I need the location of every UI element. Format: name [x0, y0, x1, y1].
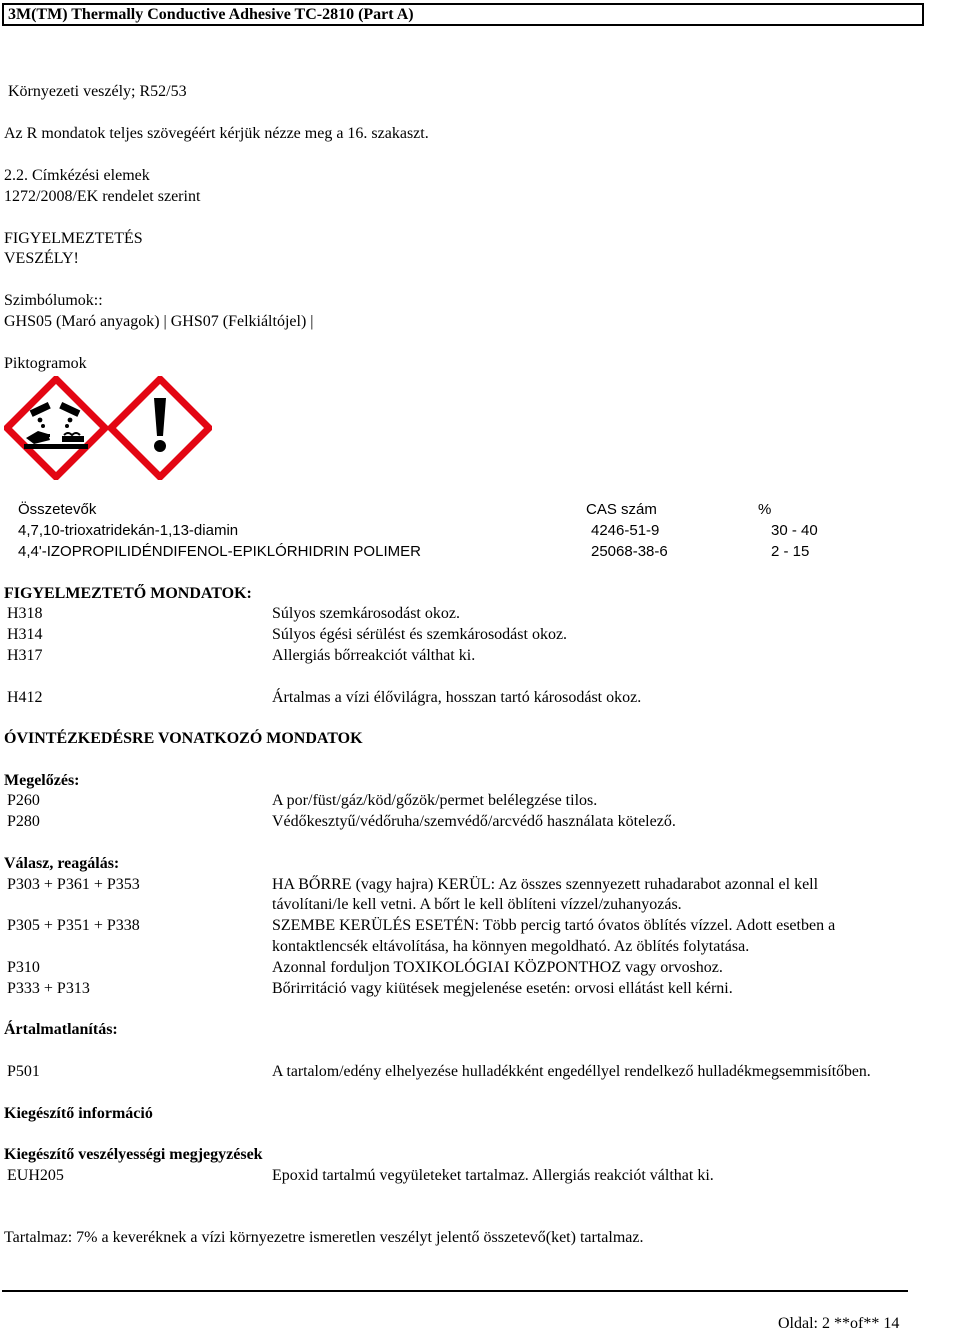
hazard-code: H314: [7, 626, 43, 643]
response-label: Válasz, reagálás:: [4, 855, 120, 872]
precaution-text: A por/füst/gáz/köd/gőzök/permet belélegzése tilos.: [272, 792, 598, 809]
hazard-text: Ártalmas a vízi élővilágra, hosszan tartó károsodást okoz.: [272, 689, 642, 706]
corrosion-icon: [4, 376, 108, 480]
footer-divider: [2, 1290, 908, 1292]
symbols-value: GHS05 (Maró anyagok) | GHS07 (Felkiáltójel) |: [4, 313, 314, 330]
precaution-text: A tartalom/edény elhelyezése hulladékként engedéllyel rendelkező hulladékmegsemmisítőben.: [272, 1063, 871, 1080]
prevention-label: Megelőzés:: [4, 772, 80, 789]
labelling-regulation: 1272/2008/EK rendelet szerint: [4, 188, 201, 205]
ingredient-name: 4,4'-IZOPROPILIDÉNDIFENOL-EPIKLÓRHIDRIN POLIMER: [18, 543, 421, 560]
precaution-text: Bőrirritáció vagy kiütések megjelenése esetén: orvosi ellátást kell kérni.: [272, 980, 733, 997]
hazard-code: H318: [7, 605, 43, 622]
hazard-code: H412: [7, 689, 43, 706]
supplemental-text: Epoxid tartalmú vegyületeket tartalmaz. Allergiás reakciót válthat ki.: [272, 1167, 714, 1184]
ingredient-cas: 25068-38-6: [591, 543, 668, 560]
supplemental-hazard-title: Kiegészítő veszélyességi megjegyzések: [4, 1146, 263, 1163]
precaution-code: P303 + P361 + P353: [7, 876, 140, 893]
ingredient-cas: 4246-51-9: [591, 522, 660, 539]
ingredient-name: 4,7,10-trioxatridekán-1,13-diamin: [18, 522, 239, 539]
hazard-text: Súlyos égési sérülést és szemkárosodást okoz.: [272, 626, 568, 643]
ingredient-percent: 2 - 15: [771, 543, 810, 560]
hazard-statements-title: FIGYELMEZTETŐ MONDATOK:: [4, 585, 252, 602]
pictograms-label: Piktogramok: [4, 355, 87, 372]
supplemental-info-title: Kiegészítő információ: [4, 1105, 153, 1122]
precaution-code: P260: [7, 792, 40, 809]
precaution-code: P333 + P313: [7, 980, 90, 997]
document-header-title: 3M(TM) Thermally Conductive Adhesive TC-2810 (Part A): [2, 3, 924, 26]
ingredients-header-name: Összetevők: [18, 501, 97, 518]
precaution-text: SZEMBE KERÜLÉS ESETÉN: Több percig tartó óvatos öblítés vízzel. Adott esetben a: [272, 917, 836, 934]
contains-note: Tartalmaz: 7% a keveréknek a vízi környezetre ismeretlen veszélyt jelentő összetevő(ket) tartalmaz.: [4, 1229, 644, 1246]
ingredient-percent: 30 - 40: [771, 522, 818, 539]
symbols-label: Szimbólumok::: [4, 292, 103, 309]
precaution-text: Védőkesztyű/védőruha/szemvédő/arcvédő használata kötelező.: [272, 813, 676, 830]
precaution-text: távolítani/le kell vetni. A bőrt le kell öblíteni vízzel/zuhanyozás.: [272, 896, 682, 913]
precaution-text: HA BŐRRE (vagy hajra) KERÜL: Az összes szennyezett ruhadarabot azonnal el kell: [272, 876, 819, 893]
hazard-text: Súlyos szemkárosodást okoz.: [272, 605, 460, 622]
precaution-text: Azonnal forduljon TOXIKOLÓGIAI KÖZPONTHOZ vagy orvoshoz.: [272, 959, 723, 976]
precaution-code: P280: [7, 813, 40, 830]
precaution-code: P310: [7, 959, 40, 976]
supplemental-code: EUH205: [7, 1167, 64, 1184]
r-phrases-reference: Az R mondatok teljes szövegéért kérjük nézze meg a 16. szakaszt.: [4, 125, 429, 142]
precaution-title: ÓVINTÉZKEDÉSRE VONATKOZÓ MONDATOK: [4, 730, 363, 747]
disposal-label: Ártalmatlanítás:: [4, 1021, 118, 1038]
page-number: Oldal: 2 **of** 14: [778, 1315, 900, 1332]
signal-label: FIGYELMEZTETÉS: [4, 230, 143, 247]
ingredients-header-cas: CAS szám: [586, 501, 657, 518]
precaution-text: kontaktlencsék eltávolítása, ha könnyen megoldható. Az öblítés folytatása.: [272, 938, 750, 955]
labelling-section-title: 2.2. Címkézési elemek: [4, 167, 150, 184]
exclamation-icon: [108, 376, 212, 480]
env-hazard-text: Környezeti veszély; R52/53: [8, 83, 187, 100]
precaution-code: P305 + P351 + P338: [7, 917, 140, 934]
hazard-code: H317: [7, 647, 43, 664]
precaution-code: P501: [7, 1063, 40, 1080]
signal-word: VESZÉLY!: [4, 250, 79, 267]
ingredients-header-percent: %: [758, 501, 772, 518]
hazard-text: Allergiás bőrreakciót válthat ki.: [272, 647, 476, 664]
